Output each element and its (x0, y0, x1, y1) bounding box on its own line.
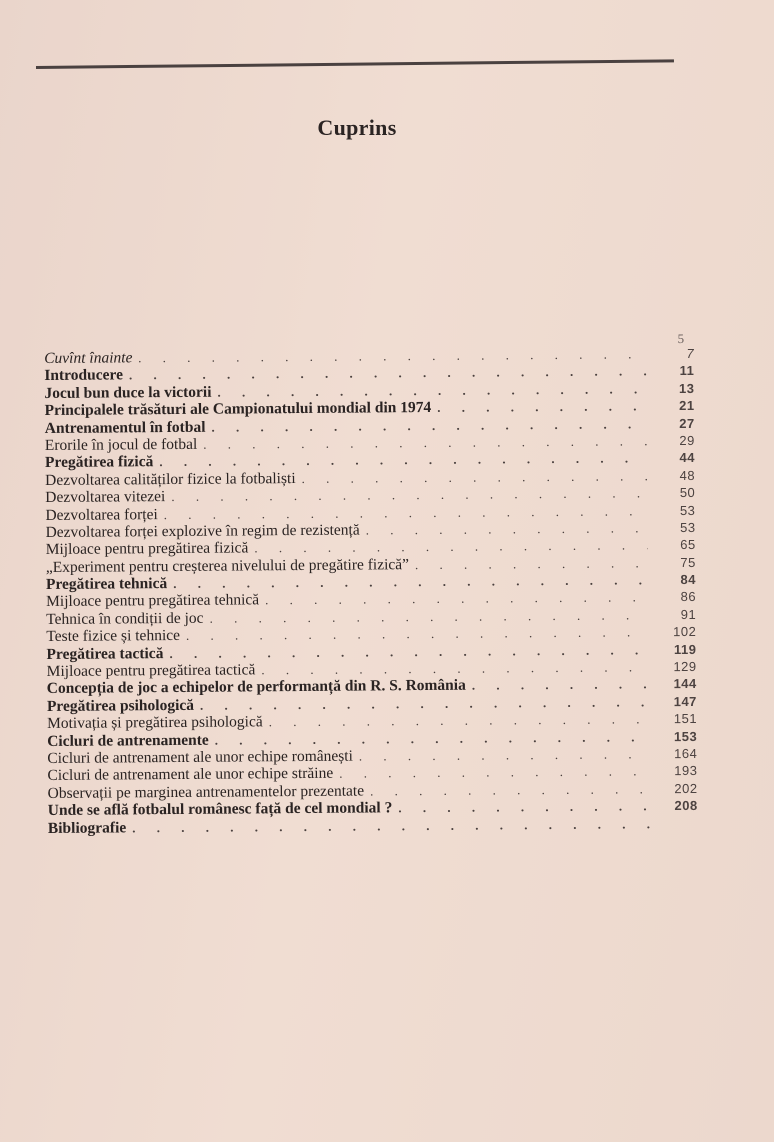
toc-entry-page: 53 (679, 502, 696, 518)
toc-entry-page: 44 (679, 450, 696, 466)
toc-entry (48, 814, 698, 836)
toc-leader-dots (370, 780, 650, 800)
toc-entry-page: 144 (673, 676, 697, 692)
toc-entry-label: Motivația și pregătirea psihologică (46, 713, 263, 733)
toc-entry-label: Dezvoltarea calităților fizice la fotbaliști (45, 469, 296, 489)
toc-entry-page: 53 (679, 519, 696, 535)
toc-lead-page: 5 (677, 330, 685, 347)
toc-entry-page: 147 (673, 693, 697, 709)
toc-entry-label: Antrenamentul în fotbal (44, 418, 206, 437)
toc-entry-page: 153 (673, 728, 698, 744)
toc-entry-label: Teste fizice și tehnice (46, 627, 181, 646)
toc-entry-label: Erorile în jocul de fotbal (44, 435, 198, 454)
toc-entry-page: 164 (674, 745, 698, 762)
toc-entry-page: 151 (673, 711, 698, 727)
toc-entry-label: Pregătirea tactică (46, 644, 164, 663)
toc-entry-label: „Experiment pentru creșterea nivelului de pregătire fizică” (45, 555, 410, 576)
toc-entry-label: Dezvoltarea forței (45, 505, 158, 524)
toc-leader-dots (415, 554, 648, 573)
toc-entry-label: Unde se află fotbalul românesc față de cel mondial ? (47, 799, 393, 820)
toc-entry-label: Pregătirea psihologică (46, 696, 195, 715)
toc-entry-label: Mijloace pentru pregătirea tactică (46, 661, 256, 681)
toc-leader-dots (366, 519, 648, 539)
toc-entry-page: 84 (680, 571, 696, 588)
toc-leader-dots (398, 797, 650, 816)
toc-entry-label: Cicluri de antrenament ale unor echipe românești (47, 747, 353, 767)
toc-entry-label: Cuvînt înainte (44, 349, 133, 367)
toc-entry-label: Introducere (44, 366, 124, 385)
toc-entry-label: Bibliografie (47, 818, 127, 837)
toc-entry-page: 193 (674, 763, 698, 779)
toc-entry-label: Cicluri de antrenament ale unor echipe străine (47, 765, 334, 785)
toc-entry-page: 119 (673, 641, 697, 657)
toc-entry-page: 29 (679, 432, 695, 448)
top-rule (36, 59, 674, 69)
toc-entry-label: Dezvoltarea forței explozive în regim de rezistență (45, 521, 360, 541)
toc-entry-label: Jocul bun duce la victorii (44, 383, 212, 402)
toc-entry-page: 7 (686, 345, 695, 361)
toc-entry-label: Pregătirea fizică (44, 453, 154, 472)
toc-entry-page: 48 (679, 467, 696, 483)
toc-entry-label: Cicluri de antrenamente (47, 731, 209, 750)
toc-entry-label: Observații pe marginea antrenamentelor prezentate (47, 782, 365, 802)
toc-entry-page: 129 (673, 658, 697, 675)
toc-entry-page: 202 (674, 780, 698, 796)
table-of-contents (44, 331, 698, 837)
toc-entry-page: 91 (680, 606, 697, 622)
toc-entry-label: Dezvoltarea vitezei (45, 488, 166, 507)
toc-entry-label: Pregătirea tehnică (45, 575, 168, 594)
toc-entry-page: 102 (673, 624, 697, 640)
toc-entry-label: Mijloace pentru pregătirea tehnică (46, 591, 260, 611)
toc-entry-page: 27 (679, 415, 695, 431)
toc-entry-page: 21 (679, 398, 695, 414)
toc-leader-dots (472, 676, 649, 695)
toc-entry-page: 11 (679, 363, 695, 379)
toc-entry-page: 50 (679, 485, 696, 501)
toc-entry-label: Principalele trăsături ale Campionatului mondial din 1974 (44, 399, 432, 420)
toc-entry-page: 75 (680, 554, 696, 570)
toc-entry-page: 65 (680, 537, 696, 553)
toc-entry-page: 13 (678, 380, 695, 396)
toc-leader-dots (132, 815, 650, 836)
toc-entry-page: 208 (674, 798, 698, 814)
toc-leader-dots (437, 397, 646, 416)
toc-rows (44, 345, 698, 837)
toc-entry-label: Mijloace pentru pregătirea fizică (45, 539, 249, 559)
page-title: Cuprins (317, 114, 397, 140)
toc-entry-page: 86 (680, 589, 697, 605)
toc-entry-label: Tehnica în condiții de joc (46, 609, 204, 628)
toc-entry-label: Concepția de joc a echipelor de performanță din R. S. România (46, 677, 466, 698)
